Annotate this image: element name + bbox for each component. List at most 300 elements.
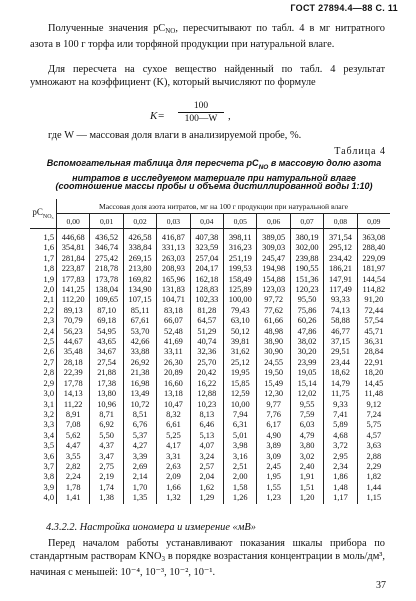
table-cell: 21,38 bbox=[123, 368, 156, 378]
table-cell: 107,15 bbox=[123, 295, 156, 305]
table-cell: 416,87 bbox=[157, 229, 190, 244]
table-cell: 5,01 bbox=[224, 431, 257, 441]
table-cell: 4,37 bbox=[90, 441, 123, 451]
group-header: Массовая доля азота нитратов, мг на 100 г продукции при натуральной влаге bbox=[57, 199, 391, 214]
table-number: Таблица 4 bbox=[334, 146, 386, 157]
row-label: 3,2 bbox=[30, 410, 57, 420]
table-row bbox=[30, 337, 390, 347]
table-cell: 4,79 bbox=[290, 431, 323, 441]
table-cell: 380,19 bbox=[290, 229, 323, 244]
table-cell: 2,95 bbox=[324, 452, 357, 462]
table-cell: 263,03 bbox=[157, 254, 190, 264]
formula-numerator: 100 bbox=[178, 101, 224, 113]
table-cell: 12,02 bbox=[290, 389, 323, 399]
table-cell: 19,95 bbox=[224, 368, 257, 378]
caption-text: в массовую долю азота нитратов в исследуемом материале при натуральной влаге bbox=[72, 158, 382, 183]
table-cell: 6,17 bbox=[257, 420, 290, 430]
table-row bbox=[30, 368, 390, 378]
table-cell: 61,66 bbox=[257, 316, 290, 326]
row-label: 1,5 bbox=[30, 229, 57, 244]
row-label: 1,7 bbox=[30, 254, 57, 264]
table-row bbox=[30, 347, 390, 357]
table-cell: 1,51 bbox=[290, 483, 323, 493]
table-cell: 4,17 bbox=[157, 441, 190, 451]
table-cell: 25,70 bbox=[190, 358, 223, 368]
table-cell: 125,89 bbox=[224, 285, 257, 295]
table-cell: 239,88 bbox=[290, 254, 323, 264]
table-cell: 35,48 bbox=[57, 347, 90, 357]
paragraph-calibration bbox=[30, 537, 385, 579]
table-cell: 4,47 bbox=[57, 441, 90, 451]
table-cell: 134,90 bbox=[123, 285, 156, 295]
table-cell: 48,98 bbox=[257, 327, 290, 337]
column-header: 0,00 bbox=[57, 214, 90, 229]
table-cell: 19,05 bbox=[290, 368, 323, 378]
paragraph-dry-matter bbox=[30, 63, 385, 89]
table-cell: 275,42 bbox=[90, 254, 123, 264]
row-label: 2,5 bbox=[30, 337, 57, 347]
column-header: 0,08 bbox=[324, 214, 357, 229]
table-row bbox=[30, 452, 390, 462]
table-cell: 363,08 bbox=[357, 229, 390, 244]
table-cell: 1,32 bbox=[157, 493, 190, 503]
table-cell: 1,20 bbox=[290, 493, 323, 503]
table-row bbox=[30, 493, 390, 503]
paragraph-text: , пересчитывают по табл. 4 в мг нитратного азота в 100 г торфа или торфяной продукции при натуральной влаге. bbox=[30, 23, 386, 50]
conversion-table bbox=[30, 199, 390, 504]
table-cell: 104,71 bbox=[157, 295, 190, 305]
table-cell: 72,44 bbox=[357, 306, 390, 316]
table-cell: 13,18 bbox=[157, 389, 190, 399]
table-cell: 19,50 bbox=[257, 368, 290, 378]
table-cell: 3,39 bbox=[123, 452, 156, 462]
table-cell: 23,44 bbox=[324, 358, 357, 368]
table-cell: 6,46 bbox=[190, 420, 223, 430]
table-row bbox=[30, 379, 390, 389]
table-cell: 2,88 bbox=[357, 452, 390, 462]
table-cell: 8,13 bbox=[190, 410, 223, 420]
table-cell: 39,81 bbox=[224, 337, 257, 347]
table-cell: 16,60 bbox=[157, 379, 190, 389]
table-cell: 27,54 bbox=[90, 358, 123, 368]
table-cell: 13,49 bbox=[123, 389, 156, 399]
table-cell: 1,74 bbox=[90, 483, 123, 493]
table-row bbox=[30, 327, 390, 337]
table-cell: 112,20 bbox=[57, 295, 90, 305]
table-row bbox=[30, 441, 390, 451]
table-cell: 6,92 bbox=[90, 420, 123, 430]
table-cell: 33,88 bbox=[123, 347, 156, 357]
table-cell: 14,45 bbox=[357, 379, 390, 389]
table-cell: 95,50 bbox=[290, 295, 323, 305]
table-cell: 45,71 bbox=[357, 327, 390, 337]
table-cell: 2,40 bbox=[290, 462, 323, 472]
table-cell: 42,66 bbox=[123, 337, 156, 347]
caption-text: Вспомогательная таблица для пересчета pC bbox=[46, 158, 259, 168]
table-cell: 109,65 bbox=[90, 295, 123, 305]
table-cell: 15,85 bbox=[224, 379, 257, 389]
row-header-ph: $pC_{NO_3}$ bbox=[30, 199, 57, 229]
formula-fraction bbox=[178, 101, 224, 124]
table-cell: 208,93 bbox=[157, 264, 190, 274]
paragraph-text: Для пересчета на сухое вещество найденный по табл. 4 результат умножают на коэффициент (K), который вычисляют по формуле bbox=[30, 64, 385, 88]
table-cell: 181,97 bbox=[357, 264, 390, 274]
table-cell: 46,77 bbox=[324, 327, 357, 337]
table-cell: 436,52 bbox=[90, 229, 123, 244]
table-cell: 3,16 bbox=[224, 452, 257, 462]
table-cell: 4,90 bbox=[257, 431, 290, 441]
table-cell: 37,15 bbox=[324, 337, 357, 347]
table-cell: 2,75 bbox=[90, 462, 123, 472]
table-cell: 60,26 bbox=[290, 316, 323, 326]
table-cell: 102,33 bbox=[190, 295, 223, 305]
table-cell: 52,48 bbox=[157, 327, 190, 337]
table-cell: 173,78 bbox=[90, 275, 123, 285]
table-cell: 85,11 bbox=[123, 306, 156, 316]
table-cell: 47,86 bbox=[290, 327, 323, 337]
table-cell: 1,35 bbox=[123, 493, 156, 503]
page-number: 37 bbox=[376, 580, 386, 591]
table-row bbox=[30, 358, 390, 368]
table-cell: 17,78 bbox=[57, 379, 90, 389]
table-cell: 2,34 bbox=[324, 462, 357, 472]
table-cell: 8,51 bbox=[123, 410, 156, 420]
table-cell: 57,54 bbox=[357, 316, 390, 326]
table-cell: 30,20 bbox=[290, 347, 323, 357]
table-row bbox=[30, 229, 390, 244]
paragraph-recalc bbox=[30, 22, 385, 51]
table-cell: 16,98 bbox=[123, 379, 156, 389]
table-cell: 141,25 bbox=[57, 285, 90, 295]
table-cell: 213,80 bbox=[123, 264, 156, 274]
table-cell: 218,78 bbox=[90, 264, 123, 274]
table-cell: 29,51 bbox=[324, 347, 357, 357]
table-row bbox=[30, 400, 390, 410]
table-cell: 83,18 bbox=[157, 306, 190, 316]
row-label: 2,4 bbox=[30, 327, 57, 337]
table-caption-ratio: (соотношение массы пробы и объема дистиллированной воды 1:10) bbox=[55, 181, 373, 191]
table-cell: 28,18 bbox=[57, 358, 90, 368]
table-cell: 30,90 bbox=[257, 347, 290, 357]
row-label: 3,9 bbox=[30, 483, 57, 493]
table-cell: 77,62 bbox=[257, 306, 290, 316]
column-header: 0,07 bbox=[290, 214, 323, 229]
table-cell: 151,36 bbox=[290, 275, 323, 285]
table-cell: 131,83 bbox=[157, 285, 190, 295]
table-cell: 389,05 bbox=[257, 229, 290, 244]
table-cell: 9,55 bbox=[290, 400, 323, 410]
table-cell: 169,82 bbox=[123, 275, 156, 285]
table-cell: 4,27 bbox=[123, 441, 156, 451]
row-label: 3,8 bbox=[30, 472, 57, 482]
table-cell: 269,15 bbox=[123, 254, 156, 264]
row-label: 1,8 bbox=[30, 264, 57, 274]
table-cell: 26,30 bbox=[157, 358, 190, 368]
table-cell: 446,68 bbox=[57, 229, 90, 244]
table-cell: 91,20 bbox=[357, 295, 390, 305]
table-cell: 23,99 bbox=[290, 358, 323, 368]
table-cell: 10,00 bbox=[224, 400, 257, 410]
caption-subscript: NO bbox=[258, 163, 269, 171]
table-cell: 3,63 bbox=[357, 441, 390, 451]
table-cell: 97,72 bbox=[257, 295, 290, 305]
table-cell: 223,87 bbox=[57, 264, 90, 274]
table-cell: 18,62 bbox=[324, 368, 357, 378]
table-cell: 8,71 bbox=[90, 410, 123, 420]
table-cell: 245,47 bbox=[257, 254, 290, 264]
table-row bbox=[30, 410, 390, 420]
table-cell: 117,49 bbox=[324, 285, 357, 295]
table-cell: 20,89 bbox=[157, 368, 190, 378]
table-cell: 426,58 bbox=[123, 229, 156, 244]
table-cell: 9,12 bbox=[357, 400, 390, 410]
table-cell: 9,77 bbox=[257, 400, 290, 410]
table-cell: 51,29 bbox=[190, 327, 223, 337]
table-cell: 5,62 bbox=[57, 431, 90, 441]
table-cell: 316,23 bbox=[224, 243, 257, 253]
table-cell: 66,07 bbox=[157, 316, 190, 326]
table-cell: 5,75 bbox=[357, 420, 390, 430]
table-cell: 1,26 bbox=[224, 493, 257, 503]
row-label: 3,5 bbox=[30, 441, 57, 451]
table-cell: 9,33 bbox=[324, 400, 357, 410]
table-cell: 2,45 bbox=[257, 462, 290, 472]
row-label: 2,2 bbox=[30, 306, 57, 316]
table-cell: 3,55 bbox=[57, 452, 90, 462]
table-cell: 199,53 bbox=[224, 264, 257, 274]
table-cell: 20,42 bbox=[190, 368, 223, 378]
table-row bbox=[30, 472, 390, 482]
table-cell: 177,83 bbox=[57, 275, 90, 285]
table-row bbox=[30, 295, 390, 305]
table-cell: 11,48 bbox=[357, 389, 390, 399]
table-cell: 1,44 bbox=[357, 483, 390, 493]
table-cell: 40,74 bbox=[190, 337, 223, 347]
table-cell: 89,13 bbox=[57, 306, 90, 316]
table-cell: 79,43 bbox=[224, 306, 257, 316]
table-row bbox=[30, 285, 390, 295]
paragraph-text: Перед началом работы устанавливают показания шкалы прибора по стандартным растворам KNO bbox=[30, 538, 385, 562]
column-header: 0,03 bbox=[157, 214, 190, 229]
table-cell: 2,82 bbox=[57, 462, 90, 472]
table-cell: 5,13 bbox=[190, 431, 223, 441]
table-cell: 6,31 bbox=[224, 420, 257, 430]
table-cell: 10,23 bbox=[190, 400, 223, 410]
table-cell: 407,38 bbox=[190, 229, 223, 244]
table-cell: 3,02 bbox=[290, 452, 323, 462]
table-cell: 93,33 bbox=[324, 295, 357, 305]
table-cell: 8,32 bbox=[157, 410, 190, 420]
table-cell: 123,03 bbox=[257, 285, 290, 295]
table-cell: 1,29 bbox=[190, 493, 223, 503]
table-cell: 21,88 bbox=[90, 368, 123, 378]
table-cell: 12,59 bbox=[224, 389, 257, 399]
table-cell: 1,62 bbox=[190, 483, 223, 493]
column-header: 0,04 bbox=[190, 214, 223, 229]
table-row bbox=[30, 306, 390, 316]
table-cell: 281,84 bbox=[57, 254, 90, 264]
table-cell: 257,04 bbox=[190, 254, 223, 264]
table-cell: 11,22 bbox=[57, 400, 90, 410]
table-cell: 251,19 bbox=[224, 254, 257, 264]
table-cell: 7,24 bbox=[357, 410, 390, 420]
table-cell: 2,29 bbox=[357, 462, 390, 472]
table-cell: 1,55 bbox=[257, 483, 290, 493]
table-cell: 323,59 bbox=[190, 243, 223, 253]
table-cell: 75,86 bbox=[290, 306, 323, 316]
table-row bbox=[30, 431, 390, 441]
table-cell: 43,65 bbox=[90, 337, 123, 347]
table-cell: 63,10 bbox=[224, 316, 257, 326]
table-cell: 58,88 bbox=[324, 316, 357, 326]
table-cell: 56,23 bbox=[57, 327, 90, 337]
paragraph-text: в порядке возрастания концентрации в моль/дм³, начиная с меньшей: 10⁻⁴, 10⁻³, 10⁻², 10⁻¹. bbox=[30, 551, 385, 578]
table-cell: 14,79 bbox=[324, 379, 357, 389]
table-cell: 5,50 bbox=[90, 431, 123, 441]
table-row bbox=[30, 389, 390, 399]
table-cell: 67,61 bbox=[123, 316, 156, 326]
table-cell: 331,13 bbox=[157, 243, 190, 253]
table-cell: 1,58 bbox=[224, 483, 257, 493]
table-cell: 38,02 bbox=[290, 337, 323, 347]
table-cell: 288,40 bbox=[357, 243, 390, 253]
formula-comma: , bbox=[228, 110, 231, 122]
section-heading: 4.3.2.2. Настройка иономера и измерение «мВ» bbox=[46, 522, 256, 533]
table-row bbox=[30, 483, 390, 493]
table-cell: 3,31 bbox=[157, 452, 190, 462]
table-cell: 2,19 bbox=[90, 472, 123, 482]
row-label: 3,4 bbox=[30, 431, 57, 441]
table-cell: 4,68 bbox=[324, 431, 357, 441]
table-cell: 69,18 bbox=[90, 316, 123, 326]
table-cell: 33,11 bbox=[157, 347, 190, 357]
table-cell: 162,18 bbox=[190, 275, 223, 285]
table-cell: 3,72 bbox=[324, 441, 357, 451]
table-cell: 1,95 bbox=[257, 472, 290, 482]
table-cell: 26,92 bbox=[123, 358, 156, 368]
table-cell: 354,81 bbox=[57, 243, 90, 253]
table-cell: 1,38 bbox=[90, 493, 123, 503]
table-cell: 74,13 bbox=[324, 306, 357, 316]
table-cell: 138,04 bbox=[90, 285, 123, 295]
table-cell: 3,89 bbox=[257, 441, 290, 451]
table-cell: 7,76 bbox=[257, 410, 290, 420]
table-cell: 190,55 bbox=[290, 264, 323, 274]
table-cell: 229,09 bbox=[357, 254, 390, 264]
table-cell: 11,75 bbox=[324, 389, 357, 399]
table-cell: 17,38 bbox=[90, 379, 123, 389]
table-cell: 28,84 bbox=[357, 347, 390, 357]
table-cell: 371,54 bbox=[324, 229, 357, 244]
column-header: 0,09 bbox=[357, 214, 390, 229]
table-cell: 1,41 bbox=[57, 493, 90, 503]
row-label: 2,9 bbox=[30, 379, 57, 389]
table-cell: 165,96 bbox=[157, 275, 190, 285]
table-cell: 2,04 bbox=[190, 472, 223, 482]
table-cell: 3,80 bbox=[290, 441, 323, 451]
table-cell: 1,23 bbox=[257, 493, 290, 503]
table-cell: 2,14 bbox=[123, 472, 156, 482]
table-cell: 114,82 bbox=[357, 285, 390, 295]
table-cell: 4,57 bbox=[357, 431, 390, 441]
column-header: 0,02 bbox=[123, 214, 156, 229]
table-cell: 144,54 bbox=[357, 275, 390, 285]
table-cell: 13,80 bbox=[90, 389, 123, 399]
table-cell: 14,13 bbox=[57, 389, 90, 399]
table-cell: 22,91 bbox=[357, 358, 390, 368]
table-cell: 64,57 bbox=[190, 316, 223, 326]
table-cell: 15,14 bbox=[290, 379, 323, 389]
table-cell: 2,09 bbox=[157, 472, 190, 482]
table-cell: 31,62 bbox=[224, 347, 257, 357]
table-cell: 6,03 bbox=[290, 420, 323, 430]
table-row bbox=[30, 254, 390, 264]
table-cell: 4,07 bbox=[190, 441, 223, 451]
table-cell: 186,21 bbox=[324, 264, 357, 274]
row-label: 4,0 bbox=[30, 493, 57, 503]
table-cell: 3,47 bbox=[90, 452, 123, 462]
table-row bbox=[30, 275, 390, 285]
table-cell: 1,66 bbox=[157, 483, 190, 493]
column-header: 0,01 bbox=[90, 214, 123, 229]
table-cell: 70,79 bbox=[57, 316, 90, 326]
table-cell: 2,57 bbox=[190, 462, 223, 472]
table-cell: 147,91 bbox=[324, 275, 357, 285]
table-row bbox=[30, 243, 390, 253]
table-cell: 295,12 bbox=[324, 243, 357, 253]
table-cell: 100,00 bbox=[224, 295, 257, 305]
table-cell: 1,17 bbox=[324, 493, 357, 503]
table-cell: 36,31 bbox=[357, 337, 390, 347]
table-cell: 34,67 bbox=[90, 347, 123, 357]
table-cell: 204,17 bbox=[190, 264, 223, 274]
table-cell: 16,22 bbox=[190, 379, 223, 389]
table-row bbox=[30, 462, 390, 472]
table-cell: 194,98 bbox=[257, 264, 290, 274]
column-header: 0,06 bbox=[257, 214, 290, 229]
row-label: 2,7 bbox=[30, 358, 57, 368]
table-cell: 25,12 bbox=[224, 358, 257, 368]
table-row bbox=[30, 264, 390, 274]
row-label: 3,7 bbox=[30, 462, 57, 472]
table-cell: 1,15 bbox=[357, 493, 390, 503]
table-cell: 10,72 bbox=[123, 400, 156, 410]
table-cell: 398,11 bbox=[224, 229, 257, 244]
table-cell: 309,03 bbox=[257, 243, 290, 253]
row-label: 3,6 bbox=[30, 452, 57, 462]
table-cell: 10,96 bbox=[90, 400, 123, 410]
table-cell: 24,55 bbox=[257, 358, 290, 368]
table-cell: 12,88 bbox=[190, 389, 223, 399]
table-cell: 338,84 bbox=[123, 243, 156, 253]
table-cell: 6,61 bbox=[157, 420, 190, 430]
table-cell: 22,39 bbox=[57, 368, 90, 378]
table-cell: 12,30 bbox=[257, 389, 290, 399]
table-cell: 7,59 bbox=[290, 410, 323, 420]
table-cell: 2,63 bbox=[157, 462, 190, 472]
table-cell: 7,41 bbox=[324, 410, 357, 420]
table-cell: 15,49 bbox=[257, 379, 290, 389]
row-label: 1,9 bbox=[30, 275, 57, 285]
table-cell: 2,24 bbox=[57, 472, 90, 482]
table-cell: 32,36 bbox=[190, 347, 223, 357]
table-cell: 5,37 bbox=[123, 431, 156, 441]
table-cell: 1,78 bbox=[57, 483, 90, 493]
table-cell: 8,91 bbox=[57, 410, 90, 420]
table-cell: 5,89 bbox=[324, 420, 357, 430]
table-row bbox=[30, 420, 390, 430]
table-cell: 1,86 bbox=[324, 472, 357, 482]
